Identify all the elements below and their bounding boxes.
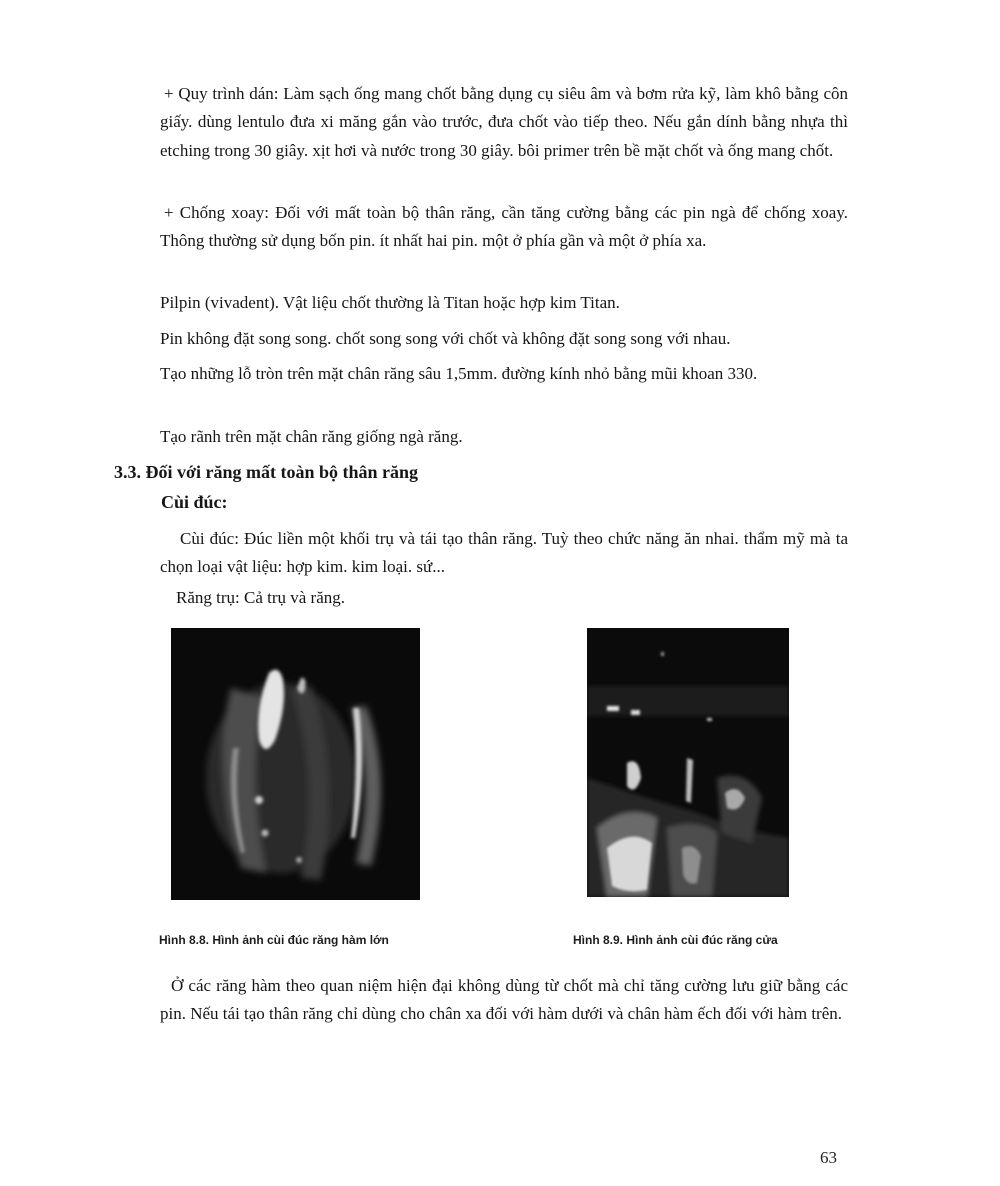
figure-molar-photo <box>171 628 420 900</box>
paragraph-abutment: Răng trụ: Cả trụ và răng. <box>176 588 346 607</box>
paragraph-bonding-procedure: + Quy trình dán: Làm sạch ống mang chốt bằng dụng cụ siêu âm và bơm rửa kỹ, làm khô bằng côn giấy. dùng lentulo đưa xi măng gắn vào trước, đưa chốt vào tiếp theo. Nếu gắn dính bằng nhựa thì etching trong 30 giây. xịt hơi và nước trong 30 giây. bôi primer trên bề mặt chốt và ống mang chốt. <box>160 84 848 160</box>
subheading-cast-post: Cùi đúc: <box>161 492 228 512</box>
paragraph-anti-rotation: + Chống xoay: Đối với mất toàn bộ thân răng, cần tăng cường bằng các pin ngà để chống xoay. Thông thường sử dụng bốn pin. ít nhất hai pin. một ở phía gần và một ở phía xa. <box>160 203 848 251</box>
page-number: 63 <box>820 1148 837 1167</box>
paragraph-pin-placement: Pin không đặt song song. chốt song song với chốt và không đặt song song với nhau. <box>160 329 731 348</box>
paragraph-molar-pins: Ở các răng hàm theo quan niệm hiện đại không dùng từ chốt mà chỉ tăng cường lưu giữ bằng các pin. Nếu tái tạo thân răng chỉ dùng cho chân xa đối với hàm dưới và chân hàm ếch đối với hàm trên. <box>160 976 848 1024</box>
paragraph-cast-post-core: Cùi đúc: Đúc liền một khối trụ và tái tạo thân răng. Tuỳ theo chức năng ăn nhai. thẩm mỹ mà ta chọn loại vật liệu: hợp kim. kim loại. sứ... <box>160 529 848 577</box>
paragraph-pilpin: Pilpin (vivadent). Vật liệu chốt thường là Titan hoặc hợp kim Titan. <box>160 293 620 312</box>
molar-cast-post-photo-icon <box>171 628 420 900</box>
caption-figure-8-9: Hình 8.9. Hình ảnh cùi đúc răng cửa <box>573 933 778 947</box>
figure-incisor-photo <box>587 628 789 897</box>
incisor-cast-post-photo-icon <box>587 628 789 897</box>
caption-figure-8-8: Hình 8.8. Hình ảnh cùi đúc răng hàm lớn <box>159 933 389 947</box>
section-heading: 3.3. Đối với răng mất toàn bộ thân răng <box>114 462 418 482</box>
paragraph-pin-holes: Tạo những lỗ tròn trên mặt chân răng sâu 1,5mm. đường kính nhỏ bằng mũi khoan 330. <box>160 364 758 383</box>
paragraph-root-grooves: Tạo rãnh trên mặt chân răng giống ngà răng. <box>160 427 463 446</box>
